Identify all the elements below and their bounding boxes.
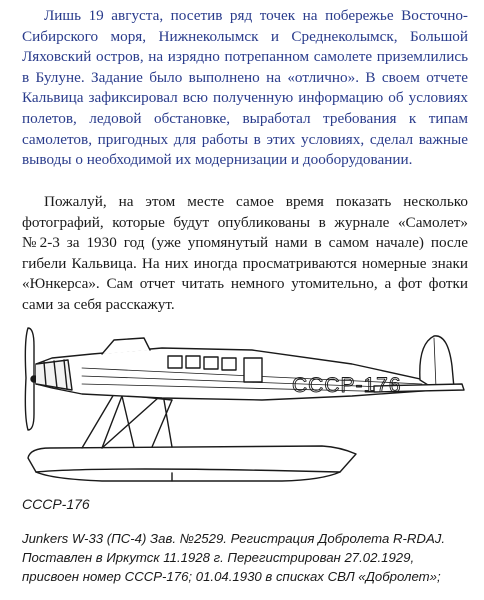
registration-marking: СССР-176: [292, 374, 402, 397]
figure-caption-title: СССР-176: [22, 496, 90, 512]
paragraph-1: Лишь 19 августа, посетив ряд точек на побережье Восточно-Сибирского моря, Нижнеколымск и Среднеколымск, Большой Ляховский остров, на изрядно потрепанном самолете приземлились в Булуне. Задание было выполнено на «отлично». В своем отчете Кальвица зафиксировал всю полученную информацию об условиях полетов, ледовой обстановке, выработал требования к типам самолетов, пригодных для работы в этих условиях, сделал важные выводы о необходимой их модернизации и дооборудовании.: [22, 7, 468, 169]
aircraft-drawing: [22, 326, 470, 494]
propeller: [25, 328, 37, 430]
float-pontoon: [28, 446, 356, 481]
figure-caption-body: Junkers W-33 (ПС-4) Зав. №2529. Регистрация Добролета R-RDAJ. Поставлен в Иркутск 11.1928 г. Перегистрирован 27.02.1929, присвоен номер СССР-176; 01.04.1930 в списках СВЛ «Добролет»;: [22, 531, 446, 584]
float-struts: [82, 394, 172, 448]
paragraph-2: Пожалуй, на этом месте самое время показать несколько фотографий, которые будут опубликованы в журнале «Самолет» №2-3 за 1930 год (уже упомянутый нами в самом начале) после гибели Кальвица. На них иногда просматриваются номерные знаки «Юнкерса». Сам отчет читать немного утомительно, а фот фотки сами за себя расскажут.: [22, 193, 468, 313]
